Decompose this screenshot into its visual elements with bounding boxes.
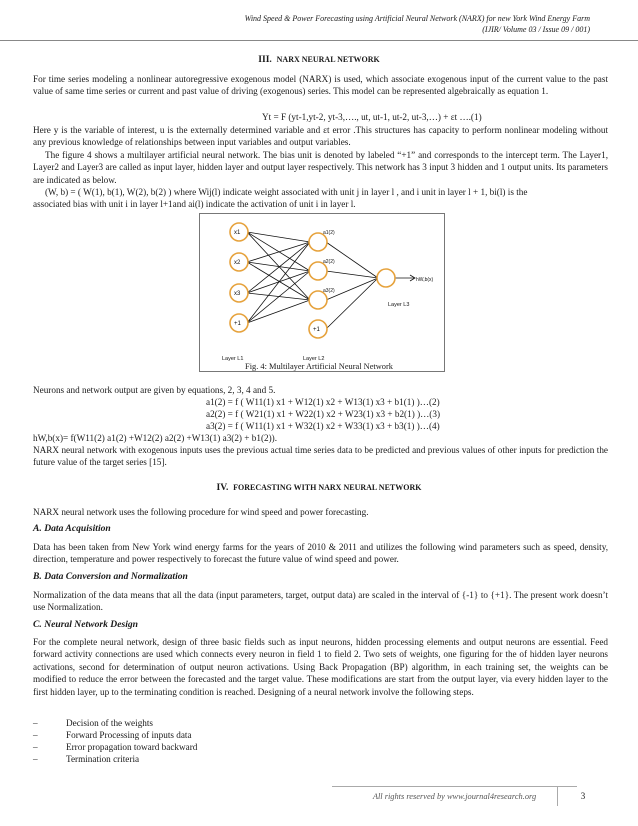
page-number: 3 <box>557 786 608 806</box>
header-rule <box>0 40 638 41</box>
paragraph-variables: Here y is the variable of interest, u is the externally determined variable and εt error .This structures has capacity to perform nonlinear modeling without any previous knowledge of relationships between input variables and output variables. <box>33 125 608 148</box>
header-volume: (IJIR/ Volume 03 / Issue 09 / 001) <box>482 25 590 34</box>
paragraph-equations-intro: Neurons and network output are given by equations, 2, 3, 4 and 5. <box>33 385 276 395</box>
equation-3: a2(2) = f ( W21(1) x1 + W22(1) x2 + W23(1) x3 + b2(1) )…(3) <box>206 409 441 419</box>
equation-4: a3(2) = f ( W11(1) x1 + W32(1) x2 + W33(1) x3 + b3(1) )…(4) <box>206 421 440 431</box>
list-item-text: Forward Processing of inputs data <box>66 730 192 740</box>
paragraph-figure-description: The figure 4 shows a multilayer artificial neural network. The bias unit is denoted by labeled “+1” and corresponds to the intercept term. The Layer1, Layer2 and Layer3 are called as input layer, hidden layer and output layer respectively. This network has 3 input 3 hidden and 1 output units. Its parameters are indicated as below. <box>33 150 608 185</box>
label-output: hW,b(x) <box>416 277 434 283</box>
list-item-text: Termination criteria <box>66 754 140 764</box>
list-item: – Forward Processing of inputs data <box>33 730 192 740</box>
label-a2: a2(2) <box>323 259 335 265</box>
label-a1: a1(2) <box>323 230 335 236</box>
paragraph-network-design: For the complete neural network, design of three basic fields such as input neurons, hidden processing elements and output neurons are essential. Feed forward activity connections are used which connects every neuron in field 1 to field 2. Two sets of weights, one figuring for the of hidden layer neurons activations, second for determination of output neuron activations. Using Back Propagation (BP) algorithm, in each training set, the weights can be modified to reduce the error between the forecasted and the target value. These modifications are start from the output layer, via every hidden layer to the first hidden layer, up to the terminating condition is reached. Designing of a neural network involve the following steps. <box>33 637 608 697</box>
equation-1: Yt = F (yt-1,yt-2, yt-3,…., ut, ut-1, ut-2, ut-3,…) + εt ….(1) <box>262 112 482 122</box>
list-item: – Termination criteria <box>33 754 140 764</box>
label-x2: x2 <box>234 260 241 266</box>
label-x3: x3 <box>234 291 241 297</box>
figure-caption: Fig. 4: Multilayer Artificial Neural Network <box>245 362 393 371</box>
footer-copyright: All rights reserved by www.journal4research.org <box>332 786 577 807</box>
equation-5: hW,b(x)= f(W11(2) a1(2) +W12(2) a2(2) +W13(1) a3(2) + b1(2)). <box>33 433 278 443</box>
label-bias-1: +1 <box>234 321 241 327</box>
subsection-heading-a: A. Data Acquisition <box>33 523 111 534</box>
list-item: – Decision of the weights <box>33 718 154 728</box>
paragraph-data-acquisition: Data has been taken from New York wind energy farms for the years of 2010 & 2011 and utilizes the following wind parameters such as speed, density, direction, temperature and power respectively to forecast the future value of wind speed and power. <box>33 542 608 565</box>
label-bias-2: +1 <box>313 327 320 333</box>
section-heading-iii <box>0 54 638 65</box>
list-item-text: Error propagation toward backward <box>66 742 198 752</box>
paragraph-normalization: Normalization of the data means that all the data (input parameters, target, output data) are scaled in the interval of {-1} to {+1}. The present work doesn’t use Normalization. <box>33 590 608 613</box>
network-diagram <box>200 214 444 364</box>
label-a3: a3(2) <box>323 288 335 294</box>
figure-neural-network <box>199 213 445 372</box>
subsection-heading-c: C. Neural Network Design <box>33 619 139 630</box>
running-header <box>245 13 590 35</box>
output-node <box>377 269 395 287</box>
label-x1: x1 <box>234 230 241 236</box>
label-layer-1: Layer L1 <box>222 356 244 362</box>
section-number: IV. <box>216 482 229 493</box>
paragraph-parameters <box>33 186 608 211</box>
parameters-line-1: (W, b) = ( W(1), b(1), W(2), b(2) ) where Wij(l) indicate weight associated with unit j in layer l , and i unit in layer l + 1, bi(l) is the <box>45 187 528 197</box>
list-item: – Error propagation toward backward <box>33 742 198 752</box>
parameters-line-2: associated bias with unit i in layer l+1and ai(l) indicate the activation of unit i in layer l. <box>33 199 356 210</box>
section-heading-iv <box>0 482 638 493</box>
header-title: Wind Speed & Power Forecasting using Artificial Neural Network (NARX) for new York Wind Energy Farm <box>244 14 590 23</box>
paragraph-narx-intro: For time series modeling a nonlinear autoregressive exogenous model (NARX) is used, which associate exogenous input of the current value to the past value of same time series or current and past value of driving (exogenous) series. This model can be represented algebraically as equation 1. <box>33 74 608 97</box>
paragraph-procedure: NARX neural network uses the following procedure for wind speed and power forecasting. <box>33 507 369 517</box>
subsection-heading-b: B. Data Conversion and Normalization <box>33 571 188 582</box>
label-layer-3: Layer L3 <box>388 302 410 308</box>
list-item-text: Decision of the weights <box>66 718 154 728</box>
label-layer-2: Layer L2 <box>303 356 325 362</box>
section-title: FORECASTING WITH NARX NEURAL NETWORK <box>233 483 422 492</box>
section-number: III. <box>258 54 272 65</box>
equation-2: a1(2) = f ( W11(1) x1 + W12(1) x2 + W13(1) x3 + b1(1) )…(2) <box>206 397 440 407</box>
section-title: NARX NEURAL NETWORK <box>276 55 380 64</box>
paragraph-narx-exogenous: NARX neural network with exogenous inputs uses the previous actual time series data to be predicted and previous values of other inputs for prediction the future value of the target series [15]. <box>33 445 608 468</box>
